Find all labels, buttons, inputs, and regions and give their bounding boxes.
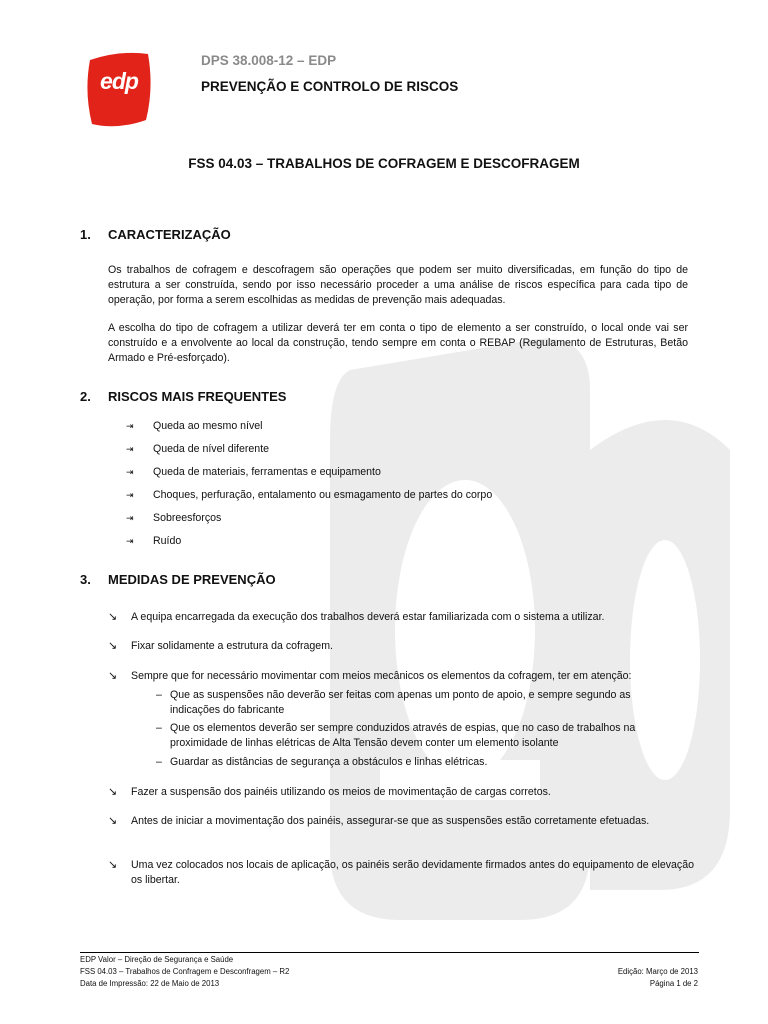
footer-right (618, 966, 698, 990)
footer-org: EDP Valor – Direção de Segurança e Saúde (80, 955, 234, 964)
section-number: 1. (80, 227, 91, 242)
arrow-bar-icon: ⇥ (126, 444, 134, 454)
list-item: ↘ Uma vez colocados nos locais de aplicação, os painéis serão devidamente firmados antes do equipamento de elevação os libertar. (108, 859, 694, 886)
section-3-heading (80, 572, 276, 587)
arrow-down-right-icon: ↘ (108, 786, 118, 798)
list-item: ↘ Antes de iniciar a movimentação dos painéis, assegurar-se que as suspensões estão corretamente efetuadas. (108, 815, 650, 827)
list-item: ⇥ Ruído (126, 535, 182, 547)
arrow-down-right-icon: ↘ (108, 859, 118, 871)
section-title: MEDIDAS DE PREVENÇÃO (108, 572, 276, 587)
section-1-paragraph-2: A escolha do tipo de cofragem a utilizar deverá ter em conta o tipo de elemento a ser construído, o local onde vai ser construído e a envolvente ao local da construção, tendo sempre em conta o REBAP (Regulamento de Estruturas, Betão Armado e Pré-esforçado). (108, 322, 688, 364)
footer-doc-ref: FSS 04.03 – Trabalhos de Confragem e Desconfragem – R2 (80, 967, 290, 976)
list-item: ⇥ Queda ao mesmo nível (126, 420, 263, 432)
arrow-down-right-icon: ↘ (108, 611, 118, 623)
section-number: 3. (80, 572, 91, 587)
list-item: ⇥ Sobreesforços (126, 512, 222, 524)
section-1-paragraph-1: Os trabalhos de cofragem e descofragem são operações que podem ser muito diversificadas, em função do tipo de estrutura a ser construída, sendo por isso necessário proceder a uma análise de riscos específica para cada tipo de operação, por forma a serem escolhidas as medidas de prevenção mais adequadas. (108, 264, 688, 306)
dash-icon: – (156, 722, 162, 734)
footer-left (80, 954, 289, 990)
edp-logo (82, 48, 156, 132)
arrow-bar-icon: ⇥ (126, 513, 134, 523)
page-title: FSS 04.03 – TRABALHOS DE COFRAGEM E DESCOFRAGEM (188, 156, 580, 171)
arrow-down-right-icon: ↘ (108, 670, 118, 682)
section-title: CARACTERIZAÇÃO (108, 227, 231, 242)
arrow-bar-icon: ⇥ (126, 467, 134, 477)
list-item: ↘ Sempre que for necessário movimentar com meios mecânicos os elementos da cofragem, ter em atenção: (108, 670, 632, 682)
list-item: ⇥ Queda de materiais, ferramentas e equipamento (126, 466, 381, 478)
doc-subtitle: PREVENÇÃO E CONTROLO DE RISCOS (201, 79, 459, 94)
list-item: ↘ Fixar solidamente a estrutura da cofragem. (108, 640, 333, 652)
list-item: ↘ A equipa encarregada da execução dos trabalhos deverá estar familiarizada com o sistema a utilizar. (108, 611, 605, 623)
section-2-heading (80, 389, 286, 404)
arrow-bar-icon: ⇥ (126, 490, 134, 500)
sub-list-item: – Guardar as distâncias de segurança a obstáculos e linhas elétricas. (156, 756, 488, 768)
section-1-heading (80, 227, 231, 242)
dash-icon: – (156, 756, 162, 768)
footer-edition: Edição: Março de 2013 (617, 967, 698, 976)
arrow-down-right-icon: ↘ (108, 640, 118, 652)
sub-list-item: – Que as suspensões não deverão ser feitas com apenas um ponto de apoio, e sempre segundo as indicações do fabricante (156, 689, 631, 716)
arrow-down-right-icon: ↘ (108, 815, 118, 827)
footer-print-date: Data de Impressão: 22 de Maio de 2013 (80, 979, 220, 988)
section-number: 2. (80, 389, 91, 404)
list-item: ↘ Fazer a suspensão dos painéis utilizando os meios de movimentação de cargas corretos. (108, 786, 551, 798)
list-item: ⇥ Choques, perfuração, entalamento ou esmagamento de partes do corpo (126, 489, 493, 501)
footer-divider (80, 952, 699, 953)
arrow-bar-icon: ⇥ (126, 536, 134, 546)
section-title: RISCOS MAIS FREQUENTES (108, 389, 287, 404)
arrow-bar-icon: ⇥ (126, 421, 134, 431)
logo-text: edp (100, 68, 138, 94)
footer-page-number: Página 1 de 2 (649, 979, 698, 988)
dash-icon: – (156, 689, 162, 701)
doc-code: DPS 38.008-12 – EDP (201, 53, 337, 68)
sub-list-item: – Que os elementos deverão ser sempre conduzidos através de espias, que no caso de trabalhos na proximidade de linhas elétricas de Alta Tensão devem conter um elemento isolante (156, 722, 636, 749)
list-item: ⇥ Queda de nível diferente (126, 443, 270, 455)
